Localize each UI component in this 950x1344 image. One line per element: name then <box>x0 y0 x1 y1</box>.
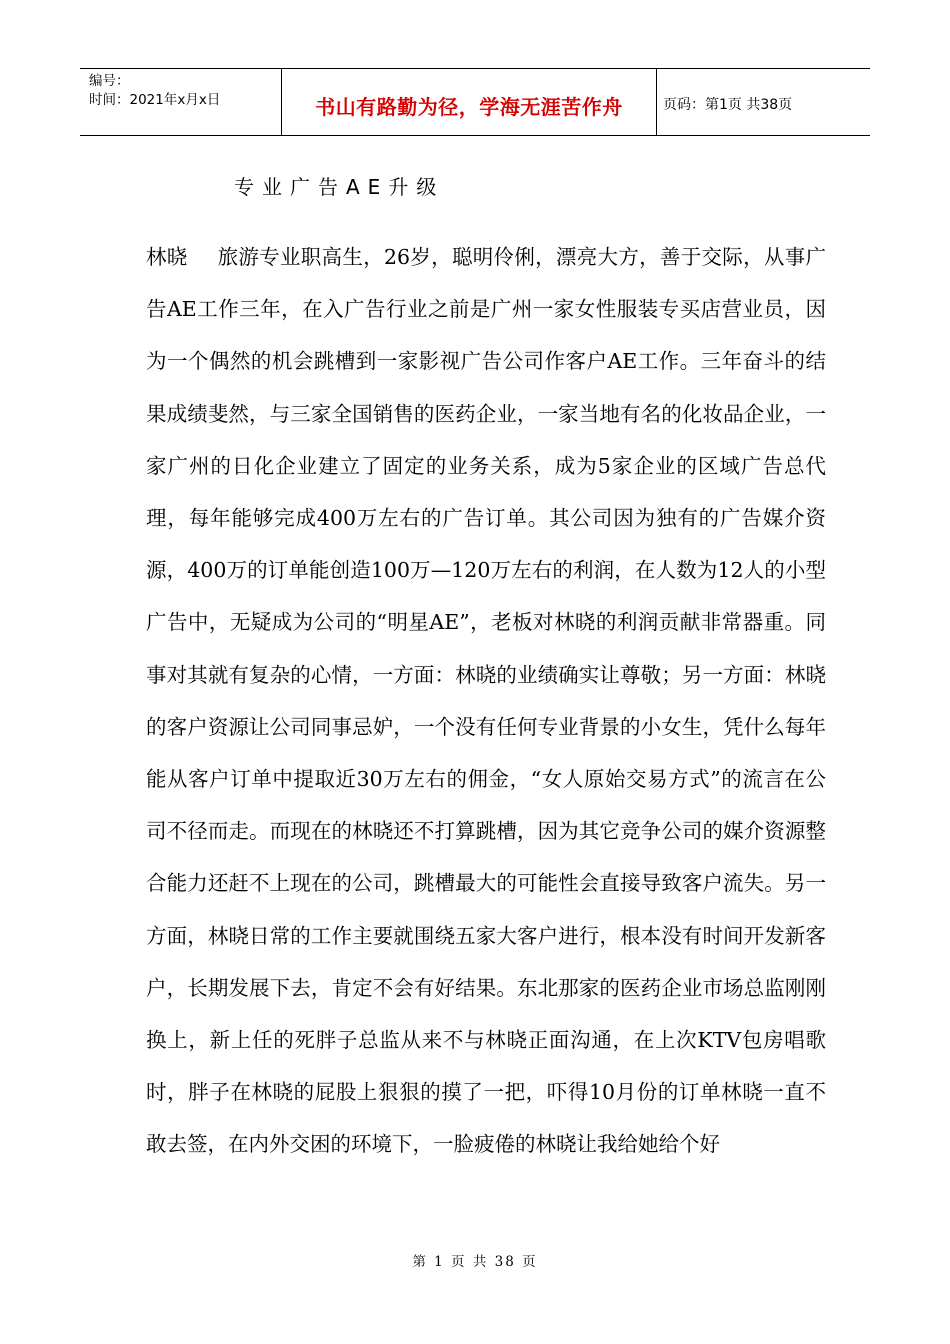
header-motto: 书山有路勤为径，学海无涯苦作舟 <box>282 69 657 135</box>
document-number-label: 编号： <box>89 73 130 89</box>
page-footer: 第 1 页 共 38 页 <box>412 1254 538 1270</box>
document-body <box>146 231 826 1171</box>
header-page-info: 页码：第1页 共38页 <box>663 97 793 113</box>
header-meta <box>80 69 282 135</box>
lead-name: 林晓 <box>146 245 188 269</box>
document-time-label: 时间：2021年x月x日 <box>89 92 221 108</box>
body-paragraph: 旅游专业职高生，26岁，聪明伶俐，漂亮大方，善于交际，从事广告AE工作三年，在入广告行业之前是广州一家女性服装专买店营业员，因为一个偶然的机会跳槽到一家影视广告公司作客户AE工作。三年奋斗的结果成绩斐然，与三家全国销售的医药企业，一家当地有名的化妆品企业，一家广州的日化企业建立了固定的业务关系，成为5家企业的区域广告总代理，每年能够完成400万左右的广告订单。其公司因为独有的广告媒介资源，400万的订单能创造100万—120万左右的利润，在人数为12人的小型广告中，无疑成为公司的“明星AE”，老板对林晓的利润贡献非常器重。同事对其就有复杂的心情，一方面：林晓的业绩确实让尊敬；另一方面：林晓的客户资源让公司同事忌妒，一个没有任何专业背景的小女生，凭什么每年能从客户订单中提取近30万左右的佣金，“女人原始交易方式”的流言在公司不径而走。而现在的林晓还不打算跳槽，因为其它竞争公司的媒介资源整合能力还赶不上现在的公司，跳槽最大的可能性会直接导致客户流失。另一方面，林晓日常的工作主要就围绕五家大客户进行，根本没有时间开发新客户，长期发展下去，肯定不会有好结果。东北那家的医药企业市场总监刚刚换上，新上任的死胖子总监从来不与林晓正面沟通，在上次KTV包房唱歌时，胖子在林晓的屁股上狠狠的摸了一把，吓得10月份的订单林晓一直不敢去签，在内外交困的环境下，一脸疲倦的林晓让我给她给个好 <box>146 245 826 1157</box>
document-title: 专业广告AE升级 <box>234 175 445 199</box>
page-header <box>80 68 870 136</box>
